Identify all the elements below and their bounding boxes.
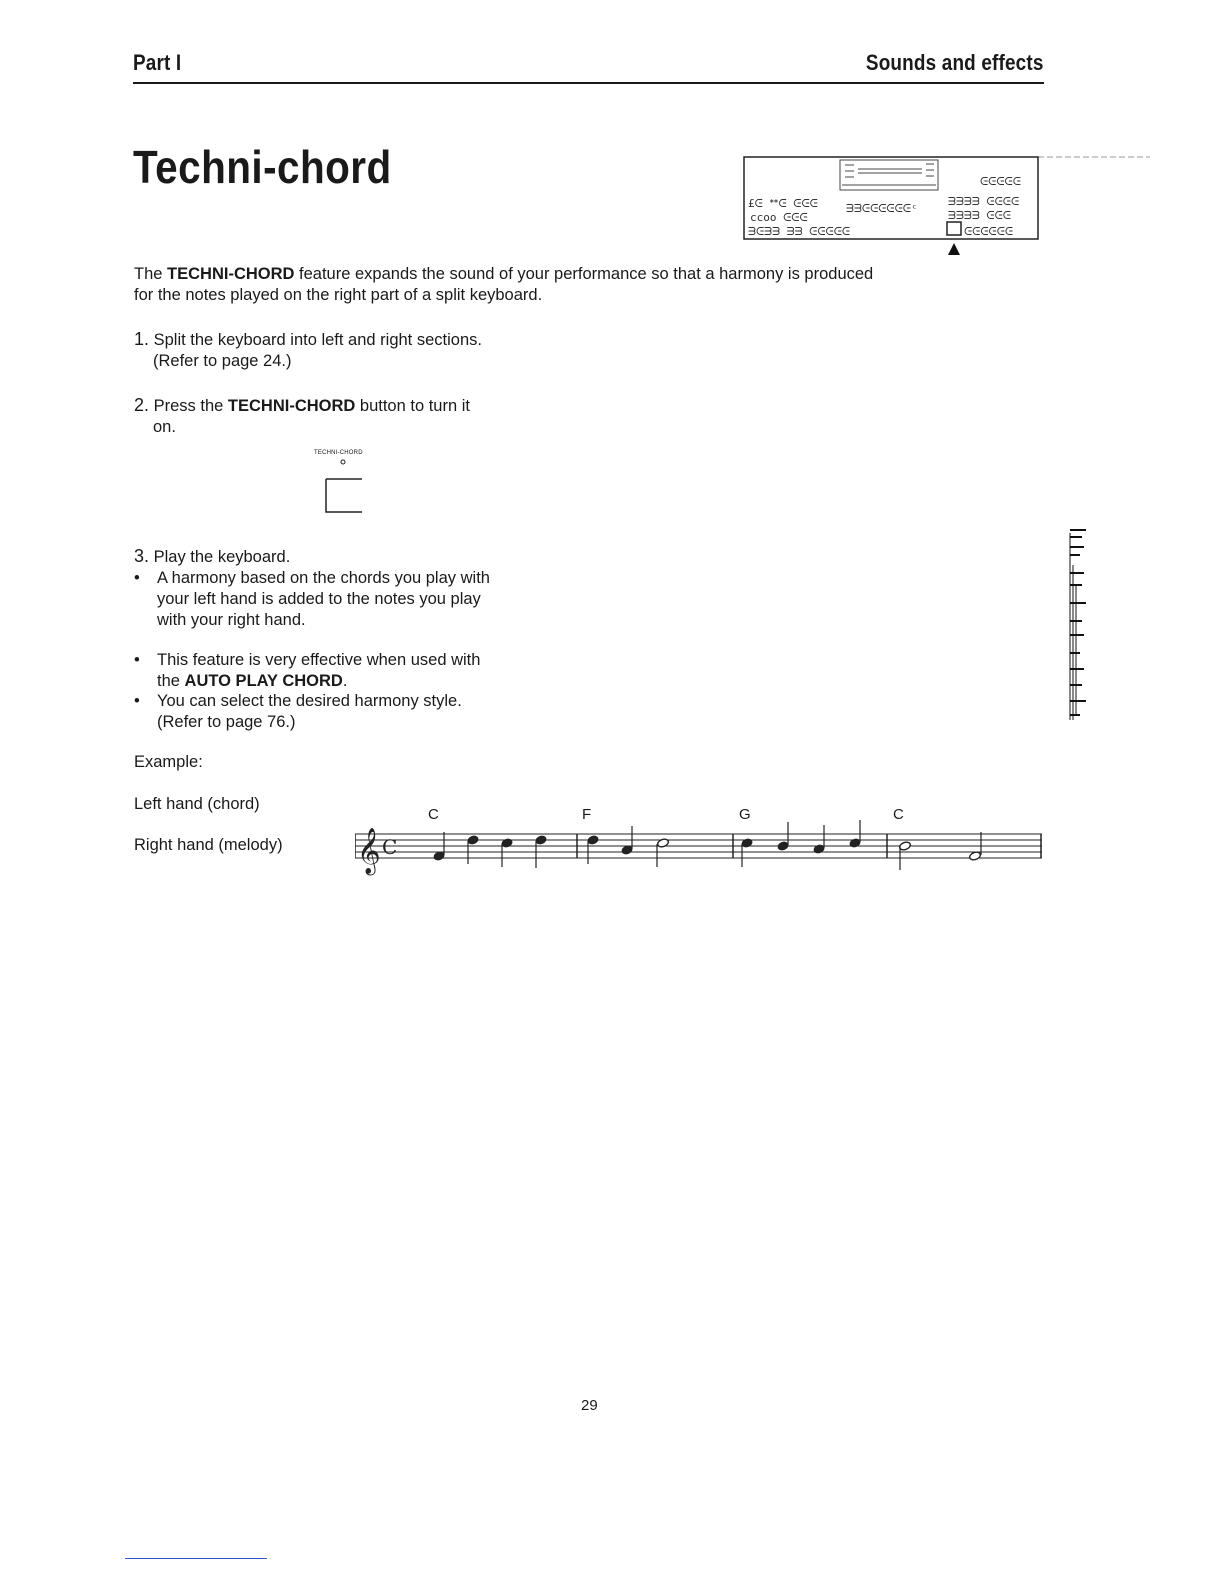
svg-text:ᗱᗱᕮᕮᕮᕮᕮᕮᶜ: ᗱᗱᕮᕮᕮᕮᕮᕮᶜ	[846, 202, 918, 215]
button-shape	[314, 456, 374, 516]
intro-paragraph: The TECHNI-CHORD feature expands the sound of your performance so that a harmony is produced for the notes played on the right part of a split keyboard.	[134, 265, 874, 304]
bullet-2: • This feature is very effective when used with the AUTO PLAY CHORD.	[134, 651, 481, 690]
display-panel-illustration	[742, 155, 1152, 260]
svg-text:£ᕮ ᕯᕮ ᕮᕮᕮ: £ᕮ ᕯᕮ ᕮᕮᕮ	[748, 197, 818, 210]
chord-g: G	[739, 806, 751, 823]
common-time-icon: C	[382, 835, 398, 859]
header-section: Sounds and effects	[866, 50, 1044, 75]
bottom-rule	[125, 1558, 267, 1559]
svg-text:ccoo ᕮᕮᕮ: ccoo ᕮᕮᕮ	[750, 211, 808, 224]
svg-text:ᕮᕮᕮᕮᕮ: ᕮᕮᕮᕮᕮ	[980, 175, 1021, 188]
chord-c-1: C	[428, 806, 439, 823]
chord-c-2: C	[893, 806, 904, 823]
header-rule	[133, 82, 1044, 84]
header-part: Part I	[133, 50, 182, 75]
treble-clef-icon: 𝄞	[357, 828, 381, 874]
svg-text:ᗱᗱᗱᗱ ᕮᕮᕮ: ᗱᗱᗱᗱ ᕮᕮᕮ	[948, 209, 1011, 222]
left-hand-label: Left hand (chord)	[134, 795, 260, 813]
bullet-1: • A harmony based on the chords you play with your left hand is added to the notes you play with your right hand.	[134, 569, 490, 629]
edge-scan-marks	[1068, 525, 1098, 725]
bullet-dot: •	[134, 692, 140, 710]
step-1: 1. Split the keyboard into left and right sections. (Refer to page 24.)	[134, 329, 482, 370]
music-staff	[355, 820, 1045, 880]
example-label: Example:	[134, 753, 203, 771]
svg-text:ᕮᕮᕮᕮᕮᕮ: ᕮᕮᕮᕮᕮᕮ	[964, 225, 1014, 238]
bullet-3: • You can select the desired harmony style. (Refer to page 76.)	[134, 692, 462, 731]
page-number: 29	[581, 1397, 598, 1414]
svg-text:ᗱᕮᗱᗱ ᗱᗱ ᕮᕮᕮᕮᕮ: ᗱᕮᗱᗱ ᗱᗱ ᕮᕮᕮᕮᕮ	[748, 225, 851, 238]
techni-chord-button-label: TECHNI-CHORD	[314, 450, 363, 456]
techni-chord-button-diagram	[314, 450, 363, 456]
svg-text:ᗱᗱᗱᗱ ᕮᕮᕮᕮ: ᗱᗱᗱᗱ ᕮᕮᕮᕮ	[948, 195, 1020, 208]
bullet-dot: •	[134, 651, 140, 669]
right-hand-label: Right hand (melody)	[134, 836, 283, 854]
page-title: Techni-chord	[133, 141, 392, 193]
step-2: 2. Press the TECHNI-CHORD button to turn it on.	[134, 395, 470, 436]
bullet-dot: •	[134, 569, 140, 587]
chord-f: F	[582, 806, 592, 823]
step-3: 3. Play the keyboard.	[134, 546, 291, 566]
